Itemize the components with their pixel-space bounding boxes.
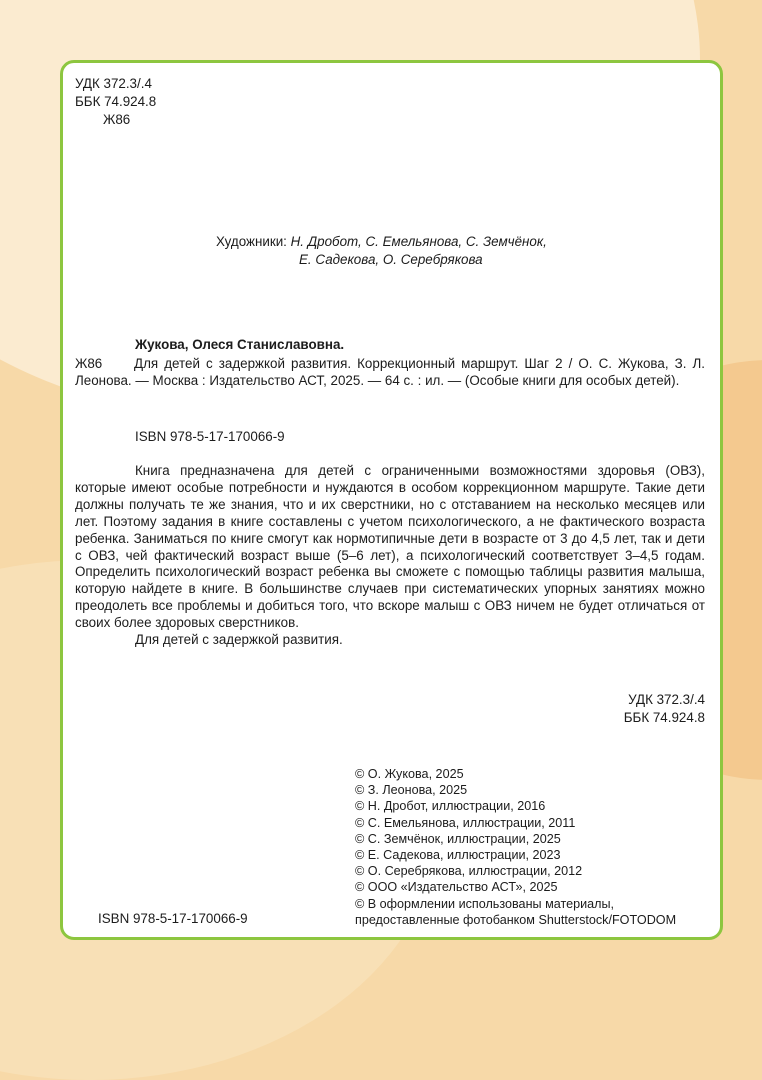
copyright-line: © С. Емельянова, иллюстрации, 2011 xyxy=(355,815,576,830)
annotation-paragraph: Для детей с задержкой развития. xyxy=(135,632,343,648)
copyright-line: © О. Жукова, 2025 xyxy=(355,767,464,781)
illustrators-line-1 xyxy=(216,234,547,251)
copyright-line: © ООО «Издательство АСТ», 2025 xyxy=(355,880,558,895)
record-author: Жукова, Олеся Станиславовна. xyxy=(135,337,345,352)
annotation xyxy=(75,463,705,649)
record-isbn: ISBN 978-5-17-170066-9 xyxy=(135,429,285,444)
copyright-list xyxy=(355,766,676,928)
header-bbk: ББК 74.924.8 xyxy=(75,94,157,109)
record-author-mark: Ж86 xyxy=(75,356,103,371)
illustrators-label: Художники: xyxy=(216,234,287,249)
header-author-mark: Ж86 xyxy=(103,112,131,127)
copyright-line: предоставленные фотобанком Shutterstock/FOTODOM xyxy=(355,912,677,927)
header-udk: УДК 372.3/.4 xyxy=(75,76,152,91)
copyright-line: © З. Леонова, 2025 xyxy=(355,783,468,798)
copyright-line: © Н. Дробот, иллюстрации, 2016 xyxy=(355,799,546,814)
copyright-line: © В оформлении использованы материалы, xyxy=(355,896,615,911)
illustrators-line-2: Е. Садекова, О. Серебрякова xyxy=(299,252,483,267)
illustrators-names: Н. Дробот, С. Емельянова, С. Земчёнок, xyxy=(290,234,547,249)
record-description: Для детей с задержкой развития. Коррекционный маршрут. Шаг 2 / О. С. Жукова, З. Л. Леонова. — Москва : Издательство АСТ, 2025. — 64 с. : ил. — (Особые книги для особых детей). xyxy=(75,356,705,388)
copyright-line: © С. Земчёнок, иллюстрации, 2025 xyxy=(355,831,561,846)
copyright-line: © О. Серебрякова, иллюстрации, 2012 xyxy=(355,864,583,879)
classification-bbk: ББК 74.924.8 xyxy=(623,710,705,725)
copyright-line: © Е. Садекова, иллюстрации, 2023 xyxy=(355,848,561,863)
annotation-paragraph: Книга предназначена для детей с ограниченными возможностями здоровья (ОВЗ), которые имеют особые потребности и нуждаются в особом коррекционном маршруте. Такие дети должны получать те же знания, что и их сверстники, но с отставанием на несколько месяцев или лет. Поэтому задания в книге составлены с учетом психологического, а не фактического возраста ребенка. Заниматься по книге смогут как нормотипичные дети в возрасте от 3 до 4,5 лет, так и дети с ОВЗ, чей фактический возраст выше (5–6 лет), а психологический соответствует 3–4,5 годам. Определить психологический возраст ребенка вы сможете с помощью таблицы развития малыша, которую найдете в книге. В большинстве случаев при систематических упорных занятиях можно преодолеть все проблемы и добиться того, что вскоре малыш с ОВЗ ничем не будет отличаться от своих более здоровых сверстников. xyxy=(75,463,705,631)
footer-isbn: ISBN 978-5-17-170066-9 xyxy=(98,911,248,926)
classification-udk: УДК 372.3/.4 xyxy=(628,692,705,707)
